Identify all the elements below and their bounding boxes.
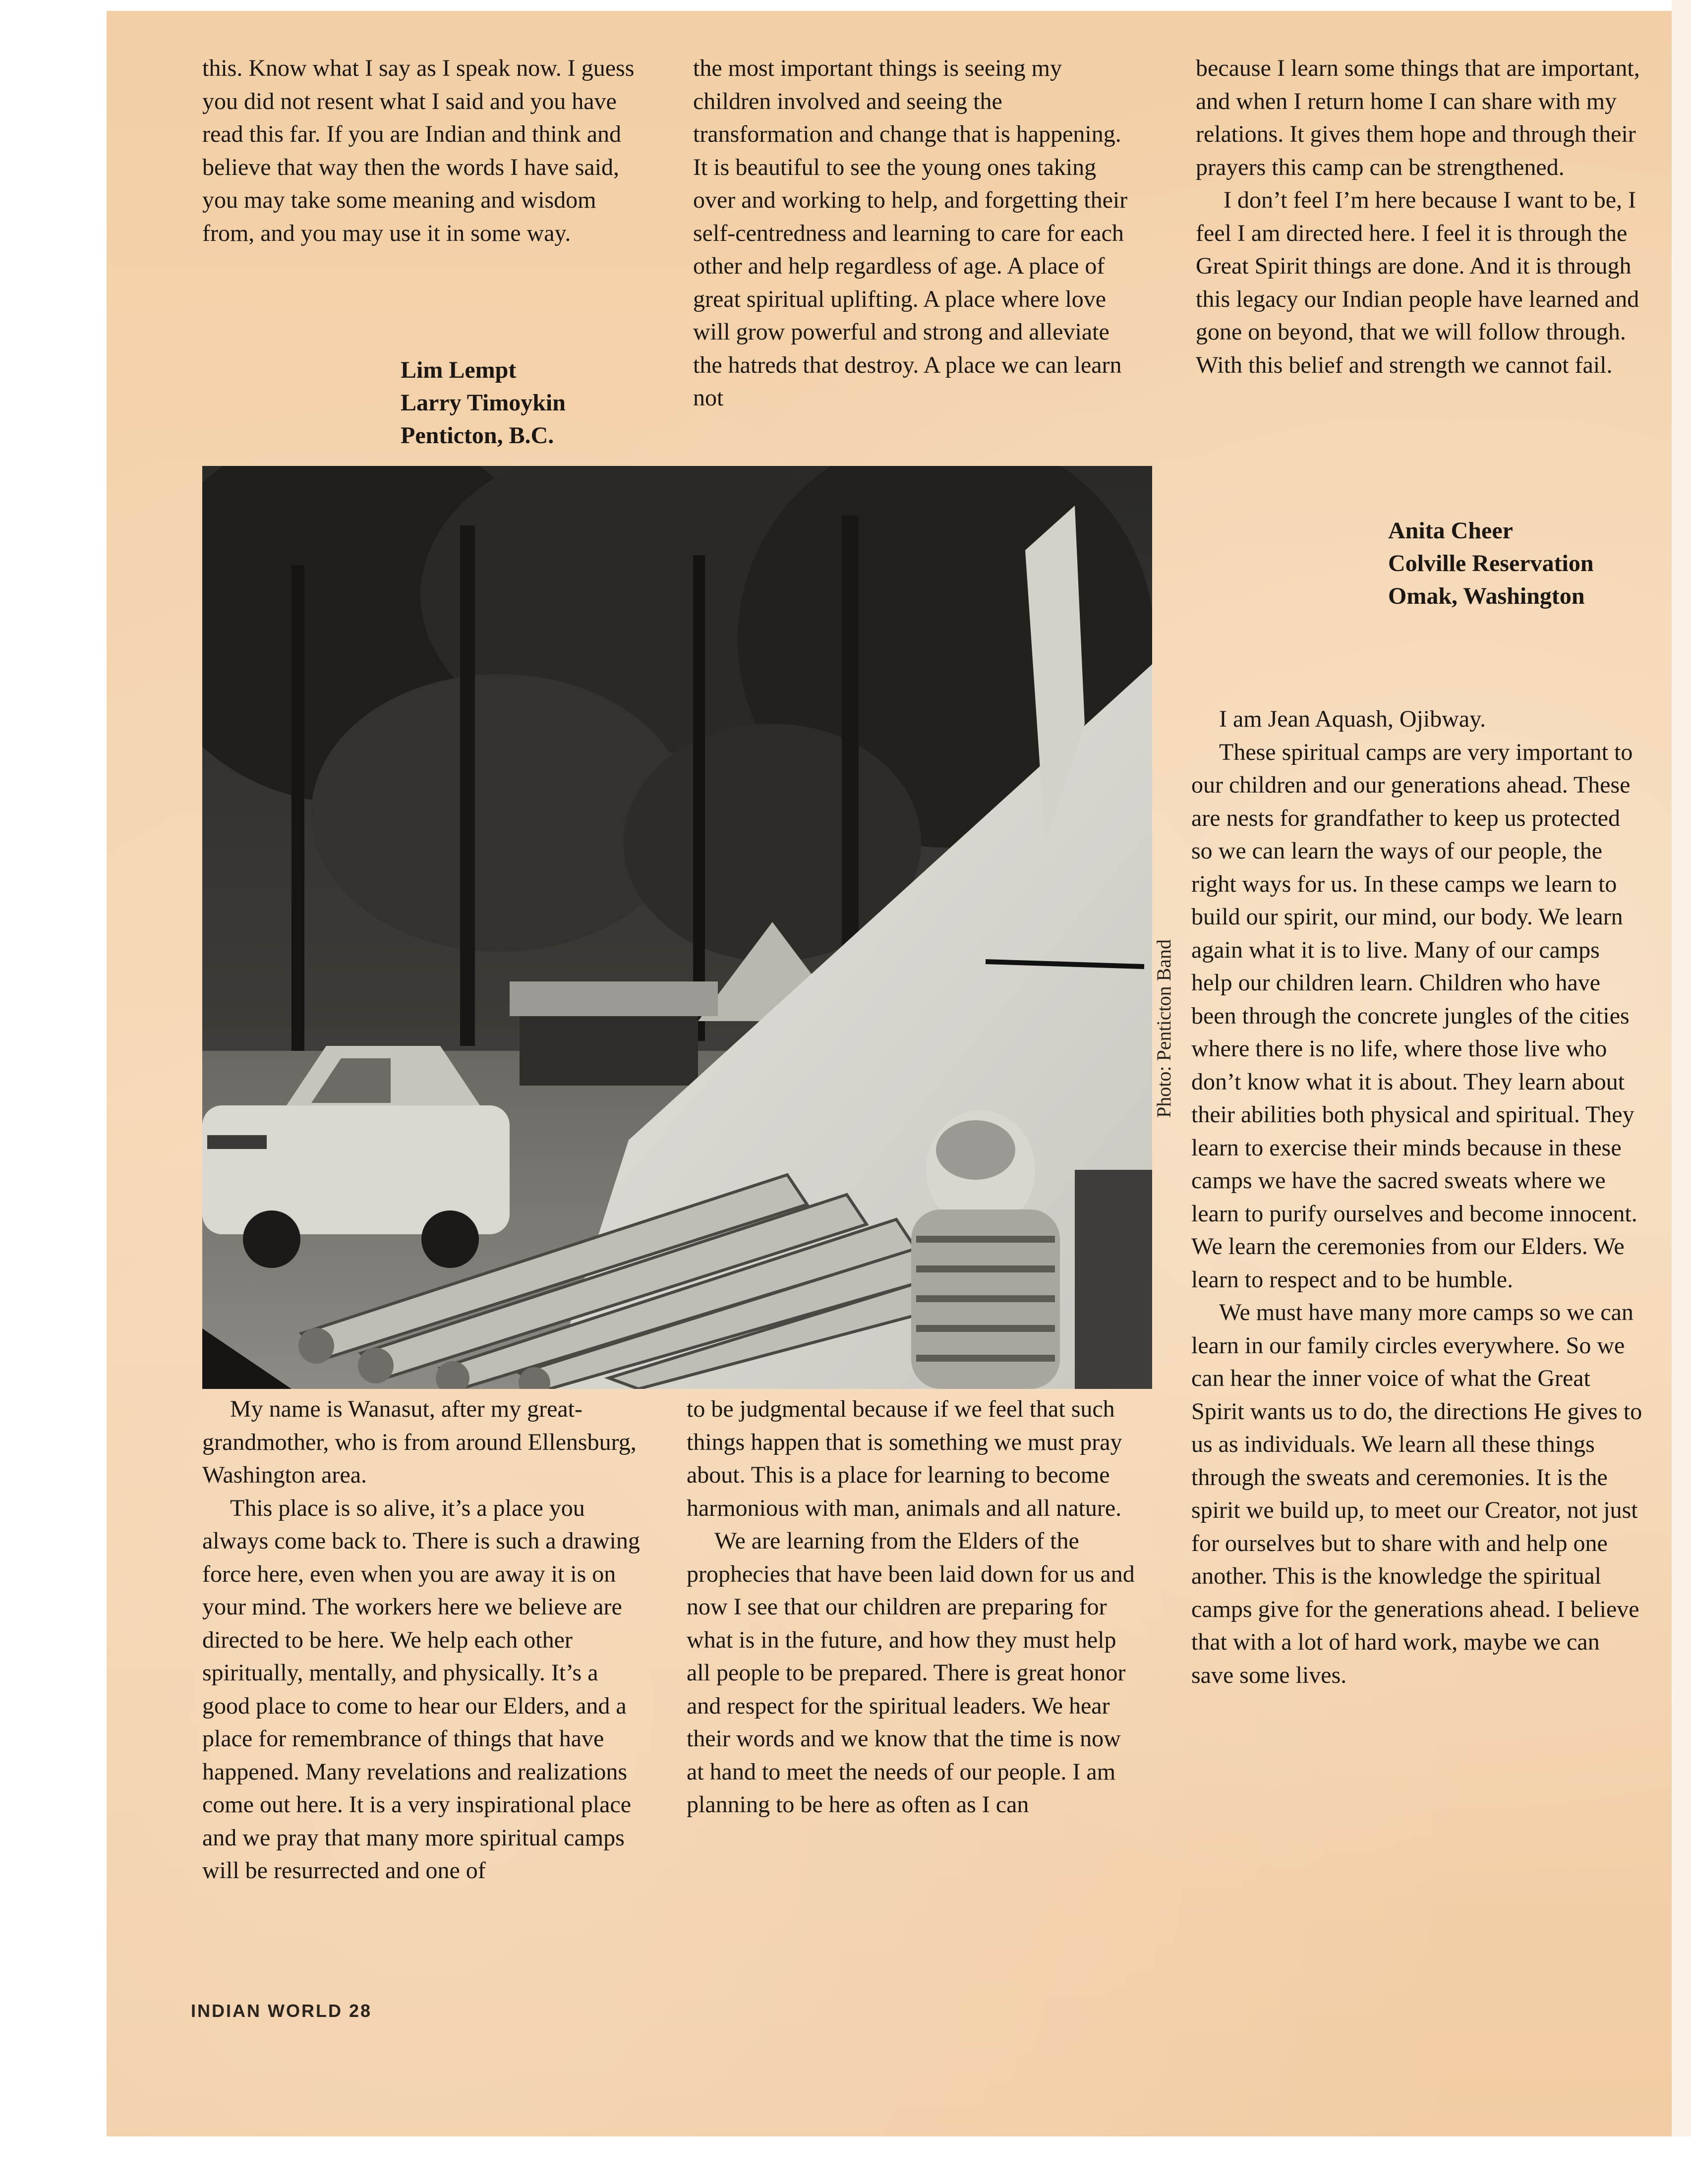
paragraph: the most important things is seeing my children involved and seeing the transformation and change that is happening. It is beautiful to see the young ones taking over and working to help, and forgetting their self-centredness and learning to care for each other and help regardless of age. A place of great spiritual uplifting. A place where love will grow powerful and strong and alleviate the hatreds that destroy. A place we can learn not [693, 55, 1128, 411]
scan-border-right [1672, 0, 1691, 2184]
paragraph: We must have many more camps so we can learn in our family circles everywhere. So we can hear the inner voice of what the Great Spirit wants us to do, the directions He gives to us as individuals. We learn all these things through the sweats and ceremonies. It is the spirit we build up, to meet our Creator, not just for ourselves but to share with and help one another. This is the knowledge the spiritual camps give for the generations ahead. I believe that with a lot of hard work, maybe we can save some lives. [1191, 1299, 1642, 1688]
column1-bottom-text [202, 1393, 651, 1888]
column2-bottom-text [687, 1393, 1138, 1822]
photo-credit: Photo: Penticton Band [1153, 939, 1175, 1118]
column3-top-text [1196, 52, 1644, 382]
scan-border-top [0, 0, 1691, 11]
paragraph: This place is so alive, it’s a place you always come back to. There is such a drawing force here, even when you are away it is on your mind. The workers here we believe are directed to be here. We help each other spiritually, mentally, and physically. It’s a good place to come to hear our Elders, and a place for remembrance of things that have happened. Many revelations and realizations come out here. It is a very inspirational place and we pray that many more spiritual camps will be resurrected and one of [202, 1494, 640, 1884]
column1-top-text [202, 52, 648, 250]
signature-lim-lempt [401, 354, 566, 452]
signature-line: Penticton, B.C. [401, 422, 554, 449]
camp-photo [202, 466, 1152, 1389]
scan-border-bottom [0, 2136, 1691, 2184]
paragraph: I don’t feel I’m here because I want to be, I feel I am directed here. I feel it is through the Great Spirit things are done. And it is through this legacy our Indian people have learned and gone on beyond, that we will follow through. With this belief and strength we cannot fail. [1196, 187, 1639, 378]
paragraph: These spiritual camps are very important to our children and our generations ahead. These are nests for grandfather to keep us protected so we can learn the ways of our people, the right ways for us. In these camps we learn to build our spirit, our mind, our body. We learn again what it is to live. Many of our camps help our children learn. Children who have been through the concrete jungles of the cities where there is no life, where those live who don’t know what it is about. They learn about their abilities both physical and spiritual. They learn to exercise their minds because in these camps we have the sacred sweats where we learn to purify ourselves and become innocent. We learn the ceremonies from our Elders. We learn to respect and to be humble. [1191, 739, 1637, 1293]
paragraph: I am Jean Aquash, Ojibway. [1219, 706, 1486, 732]
paragraph: My name is Wanasut, after my great-grandmother, who is from around Ellensburg, Washington area. [202, 1396, 637, 1488]
signature-line: Anita Cheer [1388, 517, 1513, 544]
column3-bottom-text [1191, 703, 1646, 1692]
paragraph: because I learn some things that are important, and when I return home I can share with my relations. It gives them hope and through their prayers this camp can be strengthened. [1196, 55, 1640, 180]
signature-line: Omak, Washington [1388, 583, 1585, 609]
signature-line: Lim Lempt [401, 357, 517, 383]
paragraph: to be judgmental because if we feel that such things happen that is something we must pray about. This is a place for learning to become harmonious with man, animals and all nature. [687, 1396, 1122, 1521]
column2-top-text [693, 52, 1139, 415]
signature-anita-cheer [1388, 515, 1594, 613]
paragraph: this. Know what I say as I speak now. I guess you did not resent what I said and you have read this far. If you are Indian and think and believe that way then the words I have said, you may take some meaning and wisdom from, and you may use it in some way. [202, 55, 635, 246]
signature-line: Larry Timoykin [401, 390, 566, 416]
paragraph: We are learning from the Elders of the prophecies that have been laid down for us and now I see that our children are preparing for what is in the future, and how they must help all people to be prepared. There is great honor and respect for the spiritual leaders. We hear their words and we know that the time is now at hand to meet the needs of our people. I am planning to be here as often as I can [687, 1528, 1135, 1818]
page-footer: INDIAN WORLD 28 [191, 2001, 372, 2021]
signature-line: Colville Reservation [1388, 550, 1594, 576]
